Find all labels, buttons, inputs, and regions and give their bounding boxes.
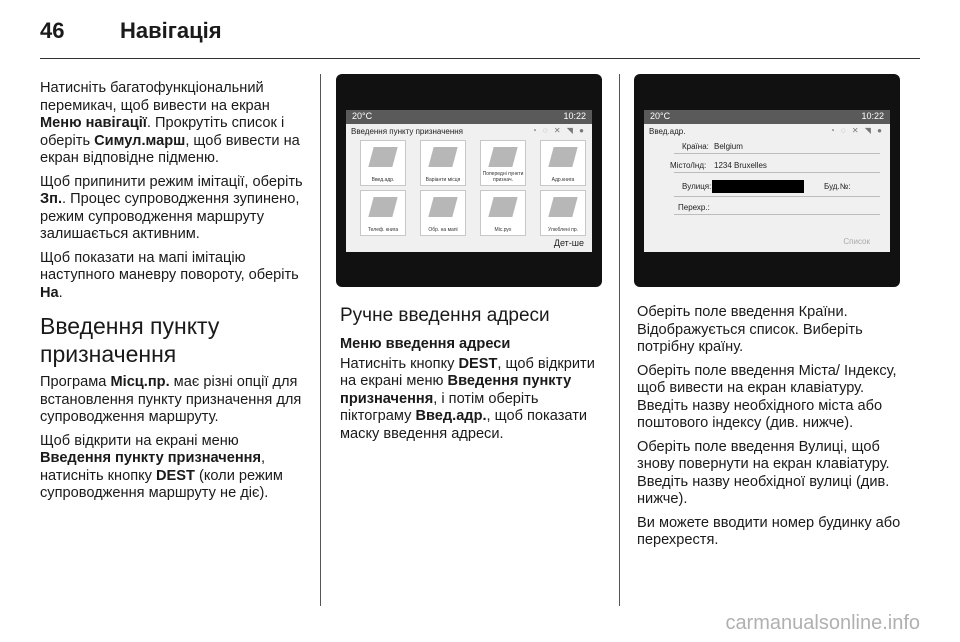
tile-phone-book[interactable]: Телеф. книга <box>360 190 406 236</box>
paragraph: Щоб показати на мапі імітацію наступного маневру повороту, оберіть На. <box>40 249 299 301</box>
status-icons: ◔ ◌ ✕ ◥ ● <box>829 126 884 135</box>
map-icon <box>548 197 577 217</box>
section-heading: Ручне введення адреси <box>340 305 550 326</box>
field-divider <box>674 153 880 154</box>
destination-menu-screenshot <box>336 74 602 287</box>
status-bar <box>346 110 592 124</box>
details-button[interactable]: Дет-ше <box>553 238 584 248</box>
map-icon <box>368 147 397 167</box>
paragraph: Програма Місц.пр. має різні опції для встановлення пункту призначення для супроводження маршруту. <box>40 374 302 425</box>
watermark: carmanualsonline.info <box>725 612 920 634</box>
status-bar <box>644 110 890 124</box>
country-label: Країна: <box>682 142 709 151</box>
temperature: 20°C <box>352 111 373 121</box>
page-header <box>0 0 960 60</box>
country-field[interactable]: Belgium <box>714 142 743 151</box>
map-icon <box>428 197 457 217</box>
subheading: Меню введення адреси <box>340 336 511 352</box>
tile-previous-destinations[interactable]: Попередні пункти признач. <box>480 140 526 186</box>
paragraph: Оберіть поле введення Вулиці, щоб знову повернути на екран клавіатуру. Введіть назву необхідної вулиці (див. нижче). <box>637 438 890 507</box>
paragraph: Щоб припинити режим імітації, оберіть Зп.. Процес супроводження зупинено, режим супроводження маршруту залишається активним. <box>40 173 303 242</box>
page-title: Навігація <box>120 18 222 43</box>
display <box>346 110 592 252</box>
book-icon <box>548 147 577 167</box>
tile-address-entry[interactable]: Введ.адр. <box>360 140 406 186</box>
column-1 <box>40 80 308 509</box>
header-rule <box>40 58 920 59</box>
intersection-label: Перехр.: <box>678 203 710 212</box>
tile-favourites[interactable]: Улюблені пр. <box>540 190 586 236</box>
column-divider <box>320 74 321 606</box>
field-divider <box>674 214 880 215</box>
paragraph: Оберіть поле введення Країни. Відображується список. Виберіть потрібну країну. <box>637 304 863 355</box>
map-icon <box>488 197 517 217</box>
list-button[interactable]: Список <box>843 237 870 246</box>
paragraph: Ви можете вводити номер будинку або перехрестя. <box>637 514 901 548</box>
display <box>644 110 890 252</box>
tile-select-on-map[interactable]: Обр. на мапі <box>420 190 466 236</box>
paragraph: Оберіть поле введення Міста/ Індексу, щоб вивести на екран клавіатуру. Введіть назву необхідного міста або поштового індексу (див. нижче). <box>637 362 897 431</box>
house-number-label: Буд.№: <box>824 182 851 191</box>
street-label: Вулиця: <box>682 182 712 191</box>
clock: 10:22 <box>861 111 884 121</box>
status-icons: ◔ ◌ ✕ ◥ ● <box>531 126 586 135</box>
page-number: 46 <box>40 18 65 43</box>
tile-place-options[interactable]: Варіанти місця <box>420 140 466 186</box>
phone-icon <box>368 197 397 217</box>
city-field[interactable]: 1234 Bruxelles <box>714 161 767 170</box>
screen-title: Введення пункту призначення <box>351 127 463 136</box>
tile-address-book[interactable]: Адр.книга <box>540 140 586 186</box>
column-divider <box>619 74 620 606</box>
paragraph: Натисніть кнопку DEST, щоб відкрити на екрані меню Введення пункту призначення, і потім оберіть піктограму Введ.адр., щоб показати маску введення адреси. <box>340 355 595 442</box>
street-field[interactable] <box>712 180 804 193</box>
city-label: Місто/Інд: <box>670 161 707 170</box>
section-heading: Введення пункту призначення <box>40 313 220 367</box>
paragraph: Натисніть багатофункціональний перемикач, щоб вивести на екран Меню навігації. Прокрутіть список і оберіть Симул.марш, щоб вивести на екран відповідне підменю. <box>40 80 300 166</box>
address-entry-screenshot <box>634 74 900 287</box>
column-3 <box>637 304 905 556</box>
field-divider <box>674 196 880 197</box>
screen-title: Введ.адр. <box>649 127 686 136</box>
temperature: 20°C <box>650 111 671 121</box>
clock: 10:22 <box>563 111 586 121</box>
paragraph: Щоб відкрити на екрані меню Введення пункту призначення, натисніть кнопку DEST (коли режим супроводження маршруту не діє). <box>40 432 283 501</box>
field-divider <box>674 172 880 173</box>
tile-local-traffic[interactable]: Міс.рух <box>480 190 526 236</box>
column-2 <box>340 304 608 449</box>
map-icon <box>488 147 517 167</box>
map-icon <box>428 147 457 167</box>
